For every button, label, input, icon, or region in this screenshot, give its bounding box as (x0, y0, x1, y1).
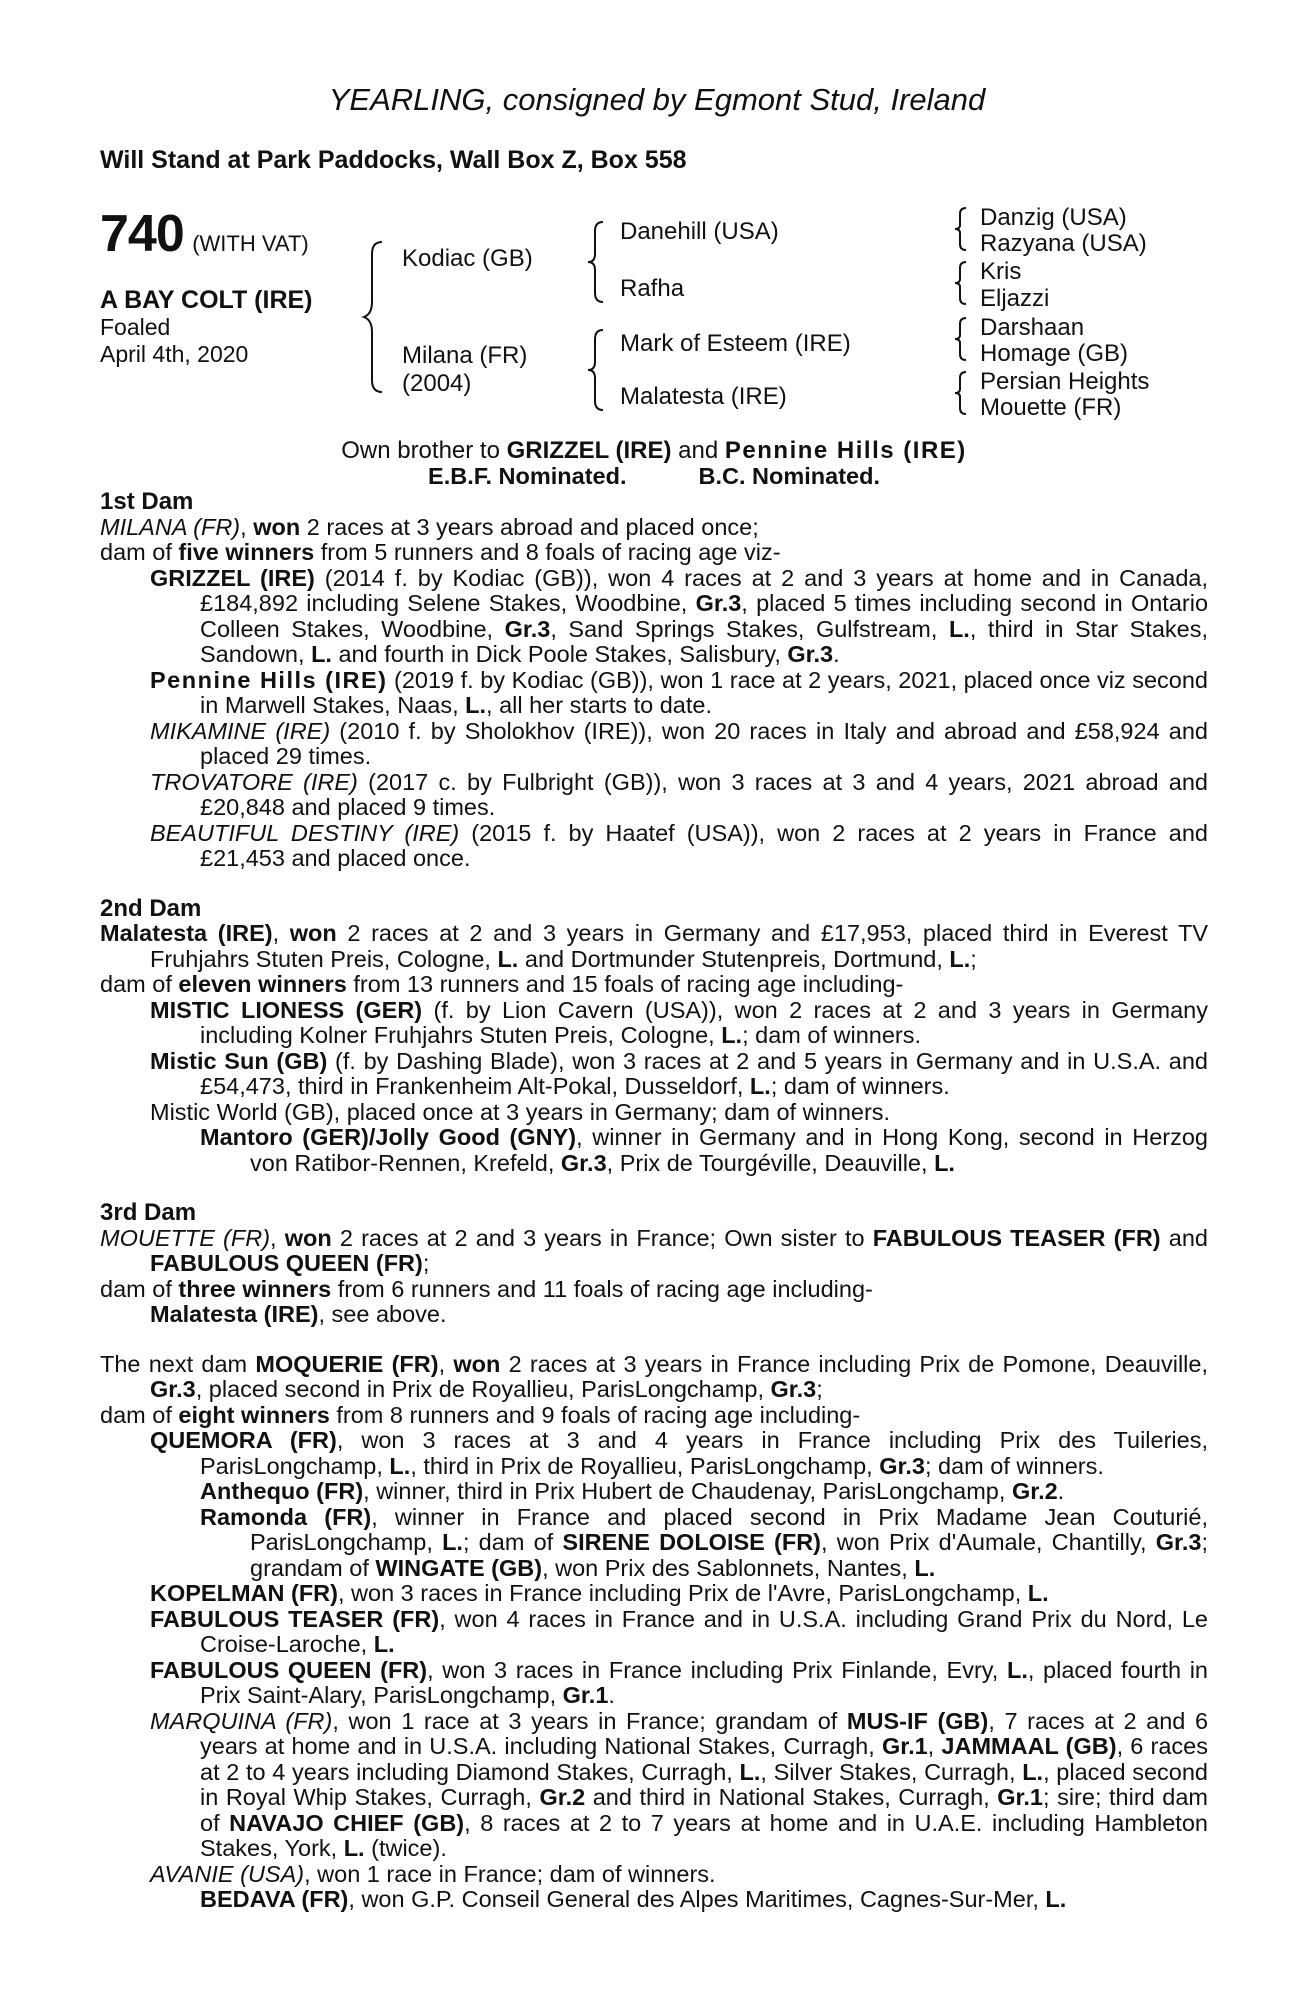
ped-dam-sire: Mark of Esteem (IRE) (620, 330, 851, 357)
entry-mistic-world: Mistic World (GB), placed once at 3 years in Germany; dam of winners. (150, 1098, 891, 1125)
brace-dam (585, 330, 609, 410)
ped-dam: Milana (FR) (402, 342, 528, 369)
lot-description: A BAY COLT (IRE) (100, 286, 313, 314)
bc-nominated: B.C. Nominated. (698, 462, 880, 489)
ped-g6: Homage (GB) (980, 340, 1129, 367)
foaled-info (100, 314, 248, 368)
spacer (100, 872, 1208, 896)
page-header: YEARLING, consigned by Egmont Stud, Ireland (328, 82, 986, 117)
entry-mistic-lioness: MISTIC LIONESS (GER) (f. by Lion Cavern (USA)), won 2 races at 2 and 3 years in Germany including Kolner Fruhjahrs Stuten Preis, Cologne, L.; dam of winners. (150, 996, 1208, 1048)
entry-quemora: QUEMORA (FR), won 3 races at 3 and 4 years in France including Prix des Tuileries, ParisLongchamp, L., third in Prix de Royallieu, ParisLongchamp, Gr.3; dam of winners. (150, 1427, 1208, 1479)
third-dam-heading: 3rd Dam (100, 1199, 197, 1226)
entry-mistic-sun: Mistic Sun (GB) (f. by Dashing Blade), won 3 races at 2 and 5 years in Germany and in U.S.A. and £54,473, third in Frankenheim Alt-Pokal, Dusseldorf, L.; dam of winners. (150, 1047, 1208, 1099)
entry-kopelman: KOPELMAN (FR), won 3 races in France including Prix de l'Avre, ParisLongchamp, L. (150, 1580, 1049, 1606)
ped-g4: Eljazzi (980, 285, 1050, 312)
stand-location: Will Stand at Park Paddocks, Wall Box Z, Box 558 (100, 146, 687, 174)
brace-sire (585, 222, 609, 302)
brace-g56 (952, 318, 972, 360)
next-dam-line: The next dam MOQUERIE (FR), won 2 races at 3 years in France including Prix de Pomone, Deauville, Gr.3, placed second in Prix de Royallieu, ParisLongchamp, Gr.3; (100, 1350, 1209, 1402)
foaled-label: Foaled (100, 314, 171, 340)
entry-bedava: BEDAVA (FR), won G.P. Conseil General des Alpes Maritimes, Cagnes-Sur-Mer, L. (200, 1886, 1067, 1912)
first-dam-produce-line: dam of five winners from 5 runners and 8 foals of racing age viz- (100, 539, 781, 565)
foaled-date: April 4th, 2020 (100, 341, 249, 367)
entry-fabulous-queen: FABULOUS QUEEN (FR), won 3 races in France including Prix Finlande, Evry, L., placed fourth in Prix Saint-Alary, ParisLongchamp, Gr.1. (150, 1656, 1208, 1708)
entry-grizzel: GRIZZEL (IRE) (2014 f. by Kodiac (GB)), won 4 races at 2 and 3 years at home and in Canada, £184,892 including Selene Stakes, Woodbine, Gr.3, placed 5 times including second in Ontario Colleen Stakes, Woodbine, Gr.3, Sand Springs Stakes, Gulfstream, L., third in Star Stakes, Sandown, L. and fourth in Dick Poole Stakes, Salisbury, Gr.3. (150, 564, 1209, 667)
brace-g34 (952, 262, 972, 304)
ebf-nominated: E.B.F. Nominated. (428, 462, 627, 489)
entry-fabulous-teaser: FABULOUS TEASER (FR), won 4 races in France and in U.S.A. including Grand Prix du Nord, Le Croise-Laroche, L. (150, 1605, 1208, 1657)
first-dam-heading: 1st Dam (100, 488, 194, 515)
own-brother-line: Own brother to GRIZZEL (IRE) and Pennine Hills (IRE) (341, 437, 967, 464)
entry-avanie: AVANIE (USA), won 1 race in France; dam of winners. (150, 1860, 716, 1887)
first-dam-line: MILANA (FR), won 2 races at 3 years abroad and placed once; (100, 513, 759, 540)
entry-malatesta: Malatesta (IRE), see above. (150, 1301, 447, 1327)
spacer (100, 1176, 1208, 1200)
ped-g1: Danzig (USA) (980, 204, 1127, 231)
ped-g7: Persian Heights (980, 368, 1150, 395)
entry-ramonda: Ramonda (FR), winner in France and placed second in Prix Madame Jean Couturié, ParisLongchamp, L.; dam of SIRENE DOLOISE (FR), won Prix d'Aumale, Chantilly, Gr.3; grandam of WINGATE (GB), won Prix des Sablonnets, Nantes, L. (200, 1503, 1208, 1581)
vat-label: (WITH VAT) (192, 231, 309, 256)
ped-sire-dam: Rafha (620, 275, 685, 302)
second-dam-heading: 2nd Dam (100, 894, 202, 922)
entry-mikamine: MIKAMINE (IRE) (2010 f. by Sholokhov (IRE)), won 20 races in Italy and abroad and £58,924 and placed 29 times. (150, 717, 1208, 769)
ped-g5: Darshaan (980, 314, 1085, 341)
ped-dam-year: (2004) (402, 370, 472, 397)
entry-beautiful-destiny: BEAUTIFUL DESTINY (IRE) (2015 f. by Haatef (USA)), won 2 races at 2 years in France and £21,453 and placed once. (150, 819, 1208, 871)
ped-sire: Kodiac (GB) (402, 245, 533, 272)
lot-number-block (100, 204, 309, 264)
brace-sire-dam (360, 242, 390, 392)
entry-pennine-hills: Pennine Hills (IRE) (2019 f. by Kodiac (GB)), won 1 race at 2 years, 2021, placed once viz second in Marwell Stakes, Naas, L., all her starts to date. (150, 666, 1208, 718)
brace-g12 (952, 208, 972, 250)
entry-marquina: MARQUINA (FR), won 1 race at 3 years in France; grandam of MUS-IF (GB), 7 races at 2 and 6 years at home and in U.S.A. including National Stakes, Curragh, Gr.1, JAMMAAL (GB), 6 races at 2 to 4 years including Diamond Stakes, Curragh, L., Silver Stakes, Curragh, L., placed second in Royal Whip Stakes, Curragh, Gr.2 and third in National Stakes, Curragh, Gr.1; sire; third dam of NAVAJO CHIEF (GB), 8 races at 2 to 7 years at home and in U.A.E. including Hambleton Stakes, York, L. (twice). (150, 1707, 1209, 1861)
second-dam-produce-line: dam of eleven winners from 13 runners and 15 foals of racing age including- (100, 971, 904, 997)
spacer (100, 1328, 1208, 1352)
third-dam-line: MOUETTE (FR), won 2 races at 2 and 3 years in France; Own sister to FABULOUS TEASER (FR) and FABULOUS QUEEN (FR); (100, 1224, 1208, 1276)
ped-sire-sire: Danehill (USA) (620, 218, 779, 245)
nominations-line (100, 464, 1208, 490)
brace-g78 (952, 372, 972, 414)
third-dam-produce-line: dam of three winners from 6 runners and 11 foals of racing age including- (100, 1275, 873, 1302)
entry-anthequo: Anthequo (FR), winner, third in Prix Hubert de Chaudenay, ParisLongchamp, Gr.2. (200, 1478, 1065, 1504)
next-dam-produce-line: dam of eight winners from 8 runners and 9 foals of racing age including- (100, 1401, 861, 1428)
entry-trovatore: TROVATORE (IRE) (2017 c. by Fulbright (GB)), won 3 races at 3 and 4 years, 2021 abroad and £20,848 and placed 9 times. (150, 768, 1209, 820)
ped-g8: Mouette (FR) (980, 394, 1122, 421)
second-dam-line: Malatesta (IRE), won 2 races at 2 and 3 years in Germany and £17,953, placed third in Everest TV Fruhjahrs Stuten Preis, Cologne, L. and Dortmunder Stutenpreis, Dortmund, L.; (100, 920, 1208, 972)
lot-number: 740 (100, 205, 184, 263)
ped-g3: Kris (980, 258, 1022, 285)
ped-dam-dam: Malatesta (IRE) (620, 383, 787, 410)
catalogue-body (100, 438, 1208, 1913)
entry-mantoro: Mantoro (GER)/Jolly Good (GNY), winner in Germany and in Hong Kong, second in Herzog von Ratibor-Rennen, Krefeld, Gr.3, Prix de Tourgéville, Deauville, L. (200, 1124, 1208, 1176)
ped-g2: Razyana (USA) (980, 230, 1147, 257)
